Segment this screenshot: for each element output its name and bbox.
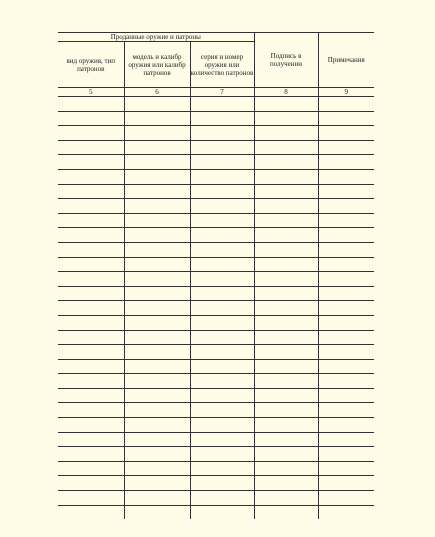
blank-cell[interactable] bbox=[58, 461, 124, 476]
blank-cell[interactable] bbox=[254, 359, 318, 374]
blank-cell[interactable] bbox=[124, 301, 190, 316]
blank-cell[interactable] bbox=[190, 155, 254, 170]
blank-cell[interactable] bbox=[318, 461, 374, 476]
blank-cell[interactable] bbox=[58, 140, 124, 155]
blank-cell[interactable] bbox=[58, 242, 124, 257]
column-header-model-caliber: модель и калибр оружия или калибр патронов bbox=[124, 42, 190, 88]
blank-cell[interactable] bbox=[254, 257, 318, 272]
blank-cell[interactable] bbox=[124, 491, 190, 506]
table-row bbox=[58, 418, 374, 433]
blank-cell[interactable] bbox=[124, 199, 190, 214]
blank-cell[interactable] bbox=[58, 184, 124, 199]
blank-cell[interactable] bbox=[190, 403, 254, 418]
table-row bbox=[58, 97, 374, 112]
table-row bbox=[58, 315, 374, 330]
table-row bbox=[58, 126, 374, 141]
table-row bbox=[58, 432, 374, 447]
blank-cell[interactable] bbox=[58, 359, 124, 374]
blank-cell[interactable] bbox=[58, 315, 124, 330]
blank-cell[interactable] bbox=[254, 374, 318, 389]
blank-cell[interactable] bbox=[318, 345, 374, 360]
blank-cell[interactable] bbox=[254, 476, 318, 491]
blank-cell[interactable] bbox=[254, 491, 318, 506]
blank-cell[interactable] bbox=[190, 242, 254, 257]
blank-cell[interactable] bbox=[124, 418, 190, 433]
blank-cell[interactable] bbox=[124, 155, 190, 170]
table-row bbox=[58, 155, 374, 170]
blank-cell[interactable] bbox=[124, 330, 190, 345]
blank-cell[interactable] bbox=[190, 199, 254, 214]
blank-cell[interactable] bbox=[254, 315, 318, 330]
blank-cell[interactable] bbox=[254, 403, 318, 418]
table-row bbox=[58, 301, 374, 316]
blank-cell[interactable] bbox=[58, 111, 124, 126]
column-header-weapon-type: вид оружия, тип патронов bbox=[58, 42, 124, 88]
blank-cell[interactable] bbox=[190, 257, 254, 272]
blank-cell[interactable] bbox=[190, 111, 254, 126]
blank-cell[interactable] bbox=[190, 418, 254, 433]
blank-cell[interactable] bbox=[318, 476, 374, 491]
blank-cell[interactable] bbox=[318, 155, 374, 170]
blank-cell[interactable] bbox=[254, 140, 318, 155]
blank-cell[interactable] bbox=[318, 374, 374, 389]
blank-cell[interactable] bbox=[318, 330, 374, 345]
blank-cell[interactable] bbox=[254, 388, 318, 403]
blank-cell[interactable] bbox=[318, 126, 374, 141]
blank-cell[interactable] bbox=[254, 418, 318, 433]
blank-cell[interactable] bbox=[58, 388, 124, 403]
blank-cell[interactable] bbox=[318, 447, 374, 462]
blank-cell[interactable] bbox=[318, 242, 374, 257]
blank-cell[interactable] bbox=[58, 286, 124, 301]
table-row bbox=[58, 272, 374, 287]
blank-cell[interactable] bbox=[254, 155, 318, 170]
blank-cell[interactable] bbox=[254, 213, 318, 228]
table-row bbox=[58, 111, 374, 126]
blank-cell[interactable] bbox=[124, 505, 190, 519]
blank-cell[interactable] bbox=[58, 476, 124, 491]
table-row bbox=[58, 359, 374, 374]
blank-cell[interactable] bbox=[124, 169, 190, 184]
blank-cell[interactable] bbox=[58, 432, 124, 447]
blank-cell[interactable] bbox=[190, 213, 254, 228]
blank-cell[interactable] bbox=[58, 228, 124, 243]
blank-cell[interactable] bbox=[318, 140, 374, 155]
blank-cell[interactable] bbox=[58, 330, 124, 345]
blank-cell[interactable] bbox=[124, 242, 190, 257]
blank-cell[interactable] bbox=[190, 140, 254, 155]
sales-register-table bbox=[58, 32, 374, 519]
blank-cell[interactable] bbox=[190, 359, 254, 374]
blank-cell[interactable] bbox=[124, 228, 190, 243]
blank-cell[interactable] bbox=[124, 184, 190, 199]
blank-cell[interactable] bbox=[58, 97, 124, 112]
blank-cell[interactable] bbox=[318, 228, 374, 243]
table-row bbox=[58, 330, 374, 345]
table-row bbox=[58, 403, 374, 418]
blank-cell[interactable] bbox=[254, 111, 318, 126]
blank-cell[interactable] bbox=[124, 286, 190, 301]
blank-cell[interactable] bbox=[318, 418, 374, 433]
table-row bbox=[58, 228, 374, 243]
blank-cell[interactable] bbox=[58, 272, 124, 287]
blank-cell[interactable] bbox=[190, 315, 254, 330]
blank-cell[interactable] bbox=[254, 505, 318, 519]
blank-cell[interactable] bbox=[318, 213, 374, 228]
blank-cell[interactable] bbox=[190, 228, 254, 243]
blank-cell[interactable] bbox=[124, 315, 190, 330]
blank-cell[interactable] bbox=[254, 126, 318, 141]
blank-cell[interactable] bbox=[318, 286, 374, 301]
blank-cell[interactable] bbox=[190, 374, 254, 389]
blank-cell[interactable] bbox=[58, 301, 124, 316]
blank-cell[interactable] bbox=[318, 272, 374, 287]
blank-cell[interactable] bbox=[190, 169, 254, 184]
blank-cell[interactable] bbox=[124, 374, 190, 389]
blank-cell[interactable] bbox=[58, 418, 124, 433]
blank-cell[interactable] bbox=[254, 97, 318, 112]
blank-cell[interactable] bbox=[124, 213, 190, 228]
blank-cell[interactable] bbox=[254, 447, 318, 462]
blank-cell[interactable] bbox=[190, 476, 254, 491]
blank-cell[interactable] bbox=[318, 301, 374, 316]
column-header-notes: Примечания bbox=[318, 33, 374, 88]
blank-cell[interactable] bbox=[254, 301, 318, 316]
blank-cell[interactable] bbox=[124, 126, 190, 141]
blank-cell[interactable] bbox=[124, 272, 190, 287]
table-row bbox=[58, 345, 374, 360]
column-number: 8 bbox=[254, 88, 318, 97]
blank-cell[interactable] bbox=[318, 169, 374, 184]
blank-cell[interactable] bbox=[318, 315, 374, 330]
blank-cell[interactable] bbox=[190, 505, 254, 519]
table-row bbox=[58, 286, 374, 301]
blank-cell[interactable] bbox=[190, 97, 254, 112]
blank-cell[interactable] bbox=[124, 388, 190, 403]
blank-cell[interactable] bbox=[58, 155, 124, 170]
table-row bbox=[58, 505, 374, 519]
blank-cell[interactable] bbox=[58, 213, 124, 228]
blank-cell[interactable] bbox=[318, 257, 374, 272]
blank-cell[interactable] bbox=[318, 403, 374, 418]
blank-cell[interactable] bbox=[58, 374, 124, 389]
blank-cell[interactable] bbox=[124, 403, 190, 418]
column-number: 7 bbox=[190, 88, 254, 97]
blank-cell[interactable] bbox=[318, 505, 374, 519]
blank-cell[interactable] bbox=[318, 111, 374, 126]
table-row bbox=[58, 461, 374, 476]
blank-cell[interactable] bbox=[254, 432, 318, 447]
blank-cell[interactable] bbox=[190, 286, 254, 301]
blank-cell[interactable] bbox=[190, 184, 254, 199]
blank-cell[interactable] bbox=[190, 330, 254, 345]
table-row bbox=[58, 257, 374, 272]
blank-cell[interactable] bbox=[124, 476, 190, 491]
blank-cell[interactable] bbox=[190, 432, 254, 447]
blank-cell[interactable] bbox=[124, 257, 190, 272]
blank-cell[interactable] bbox=[254, 184, 318, 199]
blank-cell[interactable] bbox=[254, 272, 318, 287]
blank-cell[interactable] bbox=[318, 184, 374, 199]
table-row bbox=[58, 476, 374, 491]
table-row bbox=[58, 374, 374, 389]
blank-cell[interactable] bbox=[190, 345, 254, 360]
group-header-sold-weapons: Проданные оружие и патроны bbox=[58, 33, 254, 42]
blank-cell[interactable] bbox=[58, 491, 124, 506]
table-row bbox=[58, 447, 374, 462]
blank-cell[interactable] bbox=[124, 447, 190, 462]
blank-cell[interactable] bbox=[58, 126, 124, 141]
blank-cell[interactable] bbox=[254, 330, 318, 345]
blank-cell[interactable] bbox=[190, 301, 254, 316]
blank-cell[interactable] bbox=[124, 111, 190, 126]
blank-cell[interactable] bbox=[58, 345, 124, 360]
table-row bbox=[58, 169, 374, 184]
column-header-signature: Подпись в получении bbox=[254, 33, 318, 88]
blank-cell[interactable] bbox=[58, 169, 124, 184]
blank-cell[interactable] bbox=[318, 491, 374, 506]
blank-cell[interactable] bbox=[190, 461, 254, 476]
blank-cell[interactable] bbox=[190, 447, 254, 462]
table-row bbox=[58, 491, 374, 506]
blank-cell[interactable] bbox=[254, 169, 318, 184]
blank-cell[interactable] bbox=[58, 447, 124, 462]
blank-cell[interactable] bbox=[58, 257, 124, 272]
table-row bbox=[58, 140, 374, 155]
blank-cell[interactable] bbox=[124, 97, 190, 112]
blank-cell[interactable] bbox=[124, 461, 190, 476]
blank-cell[interactable] bbox=[124, 140, 190, 155]
blank-cell[interactable] bbox=[254, 461, 318, 476]
blank-cell[interactable] bbox=[190, 272, 254, 287]
table-row bbox=[58, 242, 374, 257]
blank-cell[interactable] bbox=[318, 388, 374, 403]
column-number: 5 bbox=[58, 88, 124, 97]
blank-cell[interactable] bbox=[124, 345, 190, 360]
blank-cell[interactable] bbox=[58, 199, 124, 214]
table-row bbox=[58, 388, 374, 403]
table-row bbox=[58, 184, 374, 199]
blank-cell[interactable] bbox=[318, 97, 374, 112]
blank-cell[interactable] bbox=[318, 359, 374, 374]
blank-cell[interactable] bbox=[254, 242, 318, 257]
column-header-serial-quantity: серия и номер оружия или количество патронов bbox=[190, 42, 254, 88]
blank-cell[interactable] bbox=[124, 432, 190, 447]
blank-cell[interactable] bbox=[190, 126, 254, 141]
table-row bbox=[58, 199, 374, 214]
column-number: 9 bbox=[318, 88, 374, 97]
blank-cell[interactable] bbox=[254, 199, 318, 214]
blank-cell[interactable] bbox=[254, 286, 318, 301]
blank-cell[interactable] bbox=[58, 505, 124, 519]
table-row bbox=[58, 213, 374, 228]
blank-cell[interactable] bbox=[58, 403, 124, 418]
column-number: 6 bbox=[124, 88, 190, 97]
blank-cell[interactable] bbox=[254, 345, 318, 360]
blank-cell[interactable] bbox=[254, 228, 318, 243]
blank-cell[interactable] bbox=[190, 491, 254, 506]
blank-cell[interactable] bbox=[318, 432, 374, 447]
blank-cell[interactable] bbox=[318, 199, 374, 214]
blank-cell[interactable] bbox=[190, 388, 254, 403]
blank-cell[interactable] bbox=[124, 359, 190, 374]
